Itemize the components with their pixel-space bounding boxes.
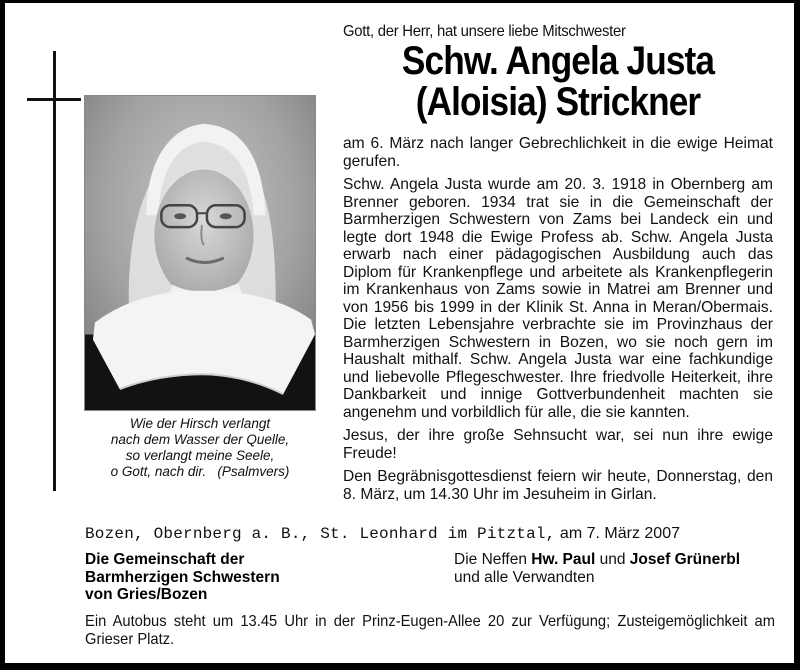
caption-line: nach dem Wasser der Quelle, xyxy=(110,432,290,447)
signature-family-line1 xyxy=(454,551,740,569)
bus-information xyxy=(85,613,775,649)
signature-community xyxy=(85,551,280,604)
psalm-caption xyxy=(84,416,316,480)
location-places: Bozen, Obernberg a. B., St. Leonhard im Pitztal, xyxy=(85,525,556,543)
signature-name-paul: Hw. Paul xyxy=(531,551,596,568)
signature-line: Die Gemeinschaft der xyxy=(85,551,245,568)
deceased-name-line2: (Aloisia) Strickner xyxy=(415,80,701,124)
body-paragraph-funeral: Den Begräbnisgottesdienst feiern wir heute, Donnerstag, den 8. März, um 14.30 Uhr im Jesuheim in Girlan. xyxy=(343,468,773,503)
cross-icon xyxy=(53,51,56,491)
caption-line: so verlangt meine Seele, xyxy=(125,448,275,463)
signature-joiner: und xyxy=(595,551,630,568)
signature-prefix: Die Neffen xyxy=(454,551,532,568)
cross-icon-crossbar xyxy=(27,98,81,101)
obituary-body xyxy=(343,135,773,509)
body-paragraph-faith: Jesus, der ihre große Sehnsucht war, sei nun ihre ewige Freude! xyxy=(343,427,773,462)
body-paragraph-announcement: am 6. März nach langer Gebrechlichkeit in die ewige Heimat gerufen. xyxy=(343,135,773,170)
portrait-image xyxy=(85,96,315,410)
signature-line: Barmherzigen Schwestern xyxy=(85,568,280,586)
caption-line: o Gott, nach dir. (Psalmvers) xyxy=(110,464,290,479)
location-date: am 7. März 2007 xyxy=(555,525,680,542)
portrait-photo xyxy=(84,95,316,411)
deceased-name-heading xyxy=(343,41,773,123)
body-paragraph-biography: Schw. Angela Justa wurde am 20. 3. 1918 in Obernberg am Brenner geboren. 1934 trat sie in die Gemeinschaft der Barmherzigen Schwestern von Zams bei Landeck ein und legte dort 1948 die Ewige Profess ab. Schw. Angela Justa erwarb nach einer pädagogischen Ausbildung auch das Diplom für Krankenpflege und arbeitete als Krankenpflegerin im Krankenhaus von Zams sowie in Matrei am Brenner und von 1956 bis 1999 in der Klinik St. Anna in Meran/Obermais. Die letzten Lebensjahre verbrachte sie im Provinzhaus der Barmherzigen Schwestern in Bozen, wo sie noch gern im Haushalt mithalf. Schw. Angela Justa war eine fachkundige und liebevolle Pflegeschwester. Ihre friedvolle Heiterkeit, ihre Dankbarkeit und innige Gottverbundenheit machten sie angenehm und vorbildlich für alle, die sie kannten. xyxy=(343,176,773,421)
signature-line: von Gries/Bozen xyxy=(85,586,208,603)
bus-information-text: Ein Autobus steht um 13.45 Uhr in der Prinz-Eugen-Allee 20 zur Verfügung; Zusteigemöglichkeit am Grieser Platz. xyxy=(85,613,775,648)
signature-family xyxy=(454,551,740,586)
intro-line: Gott, der Herr, hat unsere liebe Mitschwester xyxy=(343,23,626,40)
location-date-line xyxy=(85,525,680,543)
signature-name-josef: Josef Grünerbl xyxy=(629,551,741,568)
deceased-name-line1: Schw. Angela Justa xyxy=(401,39,715,83)
caption-line: Wie der Hirsch verlangt xyxy=(129,416,271,431)
signature-family-line2: und alle Verwandten xyxy=(454,568,595,586)
obituary-notice xyxy=(5,3,794,663)
